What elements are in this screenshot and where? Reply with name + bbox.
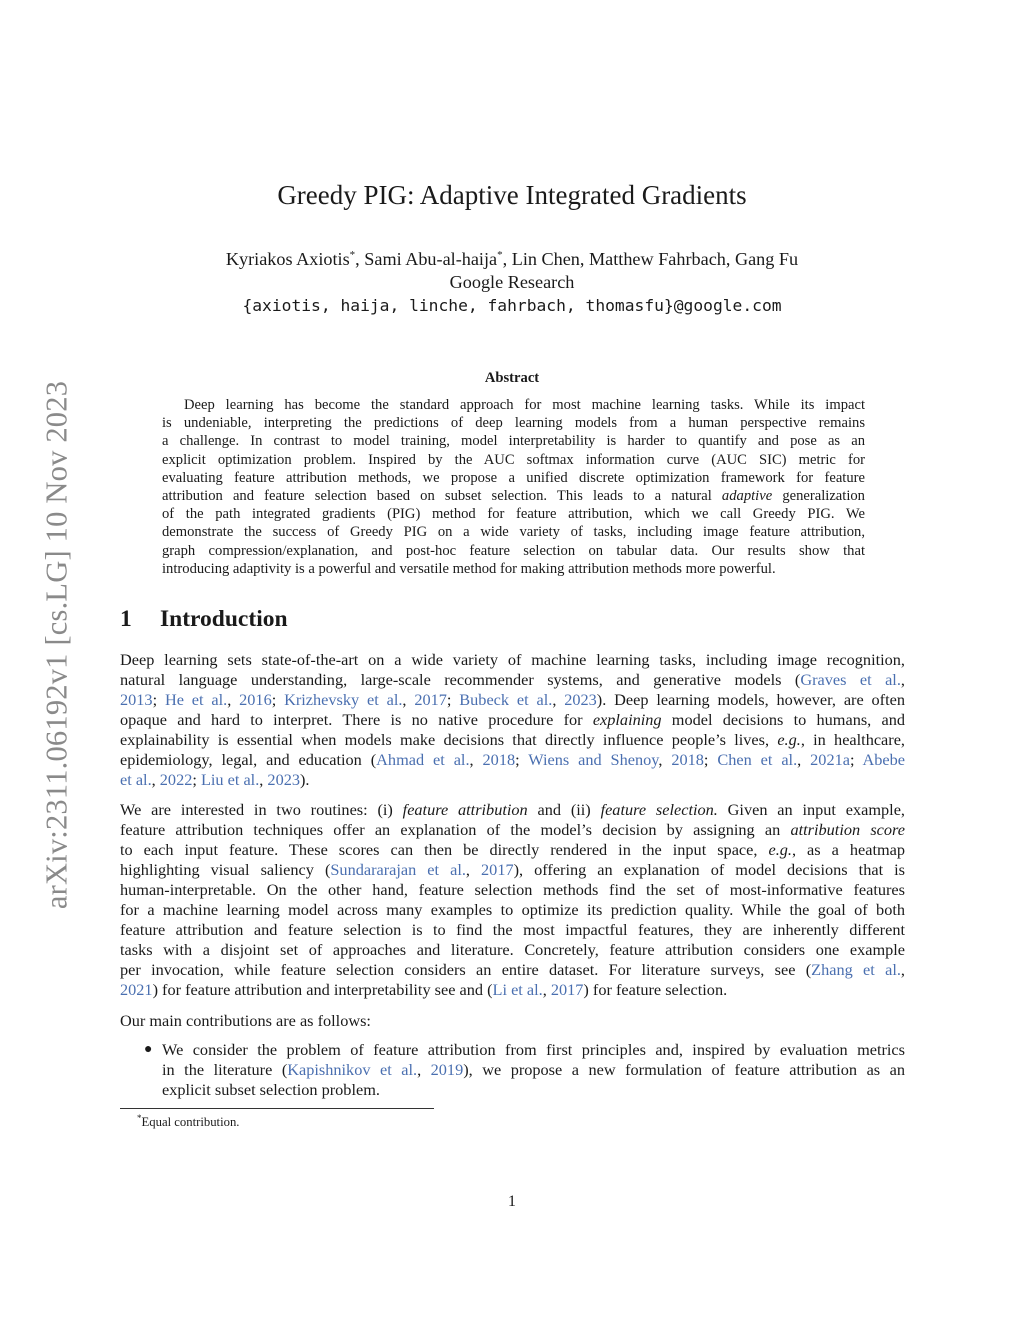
affiliation: Google Research <box>449 272 575 292</box>
citation-link[interactable]: Bubeck et al. <box>459 690 553 709</box>
intro-paragraph-2: We are interested in two routines: (i) feature attribution and (ii) feature selection. Given an input example, feature attribution techniques offer an explanation of the model’s decision by assigning an attribution score to each input feature. These scores can then be directly rendered in the input space, e.g., as a heatmap highlighting visual saliency (Sundararajan et al., 2017), offering an explanation of model decisions that is human-interpretable. On the other hand, feature selection methods find the set of most-informative features for a machine learning model across many examples to optimize its prediction quality. While the goal of both feature attribution and feature selection is to find the most impactful features, they are inherently different tasks with a disjoint set of approaches and literature. Concretely, feature attribution considers one example per invocation, while feature selection considers an entire dataset. For literature surveys, see (Zhang et al., 2021) for feature attribution and interpretability see and (Li et al., 2017) for feature selection. <box>120 800 906 999</box>
abstract-line: Deep learning has become the standard approach for most machine learning tasks. While its impact <box>184 397 865 413</box>
citation-link[interactable]: Abebe <box>862 750 906 769</box>
emphasis: adaptive <box>721 488 773 505</box>
emphasis: e.g. <box>768 840 792 859</box>
abstract-line: a challenge. In contrast to model training, model interpretability is harder to quantify and pose as an <box>162 433 865 450</box>
citation-link[interactable]: Graves et al. <box>800 670 901 689</box>
intro-paragraph-1: Deep learning sets state-of-the-art on a wide variety of machine learning tasks, including image recognition, natural language understanding, large-scale recommender systems, and generative models (Graves et al., 2013; He et al., 2016; Krizhevsky et al., 2017; Bubeck et al., 2023). Deep learning models, however, are often opaque and hard to interpret. There is no native procedure for explaining model decisions to humans, and explainability is essential when models make decisions that directly influence people’s lives, e.g., in healthcare, epidemiology, legal, and education (Ahmad et al., 2018; Wiens and Shenoy, 2018; Chen et al., 2021a; Abebe et al., 2022; Liu et al., 2023). <box>120 650 906 789</box>
paper-title: Greedy PIG: Adaptive Integrated Gradients <box>277 180 747 210</box>
citation-link[interactable]: 2013 <box>120 690 153 709</box>
emphasis: explaining <box>592 710 662 729</box>
abstract-line: demonstrate the success of Greedy PIG on a wide variety of tasks, including image feature attribution, <box>162 524 865 541</box>
author-name: Kyriakos Axiotis <box>225 249 350 270</box>
emphasis: feature attribution <box>402 800 528 819</box>
citation-link[interactable]: 2021 <box>120 980 153 999</box>
emphasis: attribution score <box>790 820 905 839</box>
intro-paragraph-3: Our main contributions are as follows: <box>120 1011 371 1030</box>
citation-link[interactable]: 2016 <box>239 690 272 709</box>
abstract-line: introducing adaptivity is a powerful and versatile method for making attribution methods more powerful. <box>162 560 776 577</box>
footnote <box>137 1113 239 1130</box>
citation-link[interactable]: 2023 <box>267 770 300 789</box>
citation-link[interactable]: Li et al. <box>492 980 543 999</box>
author-list: Kyriakos Axiotis*, Sami Abu-al-haija*, Lin Chen, Matthew Fahrbach, Gang Fu <box>225 249 799 270</box>
abstract-heading: Abstract <box>484 370 540 386</box>
abstract-line: graph compression/explanation, and post-hoc feature selection on tabular data. Our results show that <box>162 542 865 559</box>
citation-link[interactable]: 2021a <box>810 750 850 769</box>
footnote-text: Equal contribution. <box>141 1115 240 1130</box>
citation-link[interactable]: Zhang et al. <box>811 960 901 979</box>
citation-link[interactable]: Wiens and Shenoy <box>528 750 659 769</box>
arxiv-identifier-stamp[interactable]: arXiv:2311.06192v1 [cs.LG] 10 Nov 2023 <box>39 380 74 910</box>
footnote-divider <box>120 1108 434 1109</box>
contribution-list-item: ● We consider the problem of feature attribution from first principles and, inspired by evaluation metrics in the literature (Kapishnikov et al., 2019), we propose a new formulation of feature attribution as an explicit subset selection problem. <box>144 1040 906 1099</box>
citation-link[interactable]: 2017 <box>481 860 514 879</box>
citation-link[interactable]: et al. <box>120 770 152 789</box>
abstract-line: explicit optimization problem. Inspired by the AUC softmax information curve (AUC SIC) metric for <box>162 451 865 468</box>
abstract-body <box>162 396 865 578</box>
citation-link[interactable]: 2018 <box>482 750 516 769</box>
abstract-line: is undeniable, interpreting the predictions of deep learning models from a human perspective remains <box>162 415 865 432</box>
citation-link[interactable]: Kapishnikov et al. <box>287 1060 418 1079</box>
citation-link[interactable]: 2019 <box>430 1060 464 1079</box>
footnote-mark: * <box>137 1113 142 1123</box>
section-heading-introduction <box>120 606 288 633</box>
abstract-line: of the path integrated gradients (PIG) method for feature attribution, which we call Greedy PIG. We <box>162 506 865 523</box>
citation-link[interactable]: Liu et al. <box>200 770 260 789</box>
citation-link[interactable]: He et al. <box>164 690 228 709</box>
emphasis: e.g. <box>777 730 801 749</box>
section-number: 1 <box>120 606 132 632</box>
bullet-icon: ● <box>144 1042 153 1057</box>
citation-link[interactable]: Sundararajan et al. <box>330 860 466 879</box>
citation-link[interactable]: 2017 <box>550 980 584 999</box>
author-name: Sami Abu-al-haija <box>364 249 498 270</box>
abstract-line: attribution and feature selection based on subset selection. This leads to a natural adaptive generalization <box>162 488 865 505</box>
citation-link[interactable]: 2018 <box>671 750 704 769</box>
citation-link[interactable]: 2017 <box>414 690 447 709</box>
citation-link[interactable]: 2023 <box>564 690 597 709</box>
citation-link[interactable]: Chen et al. <box>717 750 798 769</box>
citation-link[interactable]: Ahmad et al. <box>376 750 470 769</box>
abstract-line: evaluating feature attribution methods, we propose a unified discrete optimization framework for feature <box>162 469 865 486</box>
author-names-rest: , Lin Chen, Matthew Fahrbach, Gang Fu <box>502 249 799 270</box>
author-emails[interactable]: {axiotis, haija, linche, fahrbach, thomasfu}@google.com <box>242 296 782 315</box>
equal-contribution-mark: * <box>349 249 356 261</box>
emphasis: feature selection. <box>600 800 718 819</box>
page-number: 1 <box>507 1191 517 1210</box>
citation-link[interactable]: 2022 <box>159 770 193 789</box>
citation-link[interactable]: Krizhevsky et al. <box>284 690 403 709</box>
section-title: Introduction <box>160 606 288 632</box>
equal-contribution-mark: * <box>497 249 503 261</box>
